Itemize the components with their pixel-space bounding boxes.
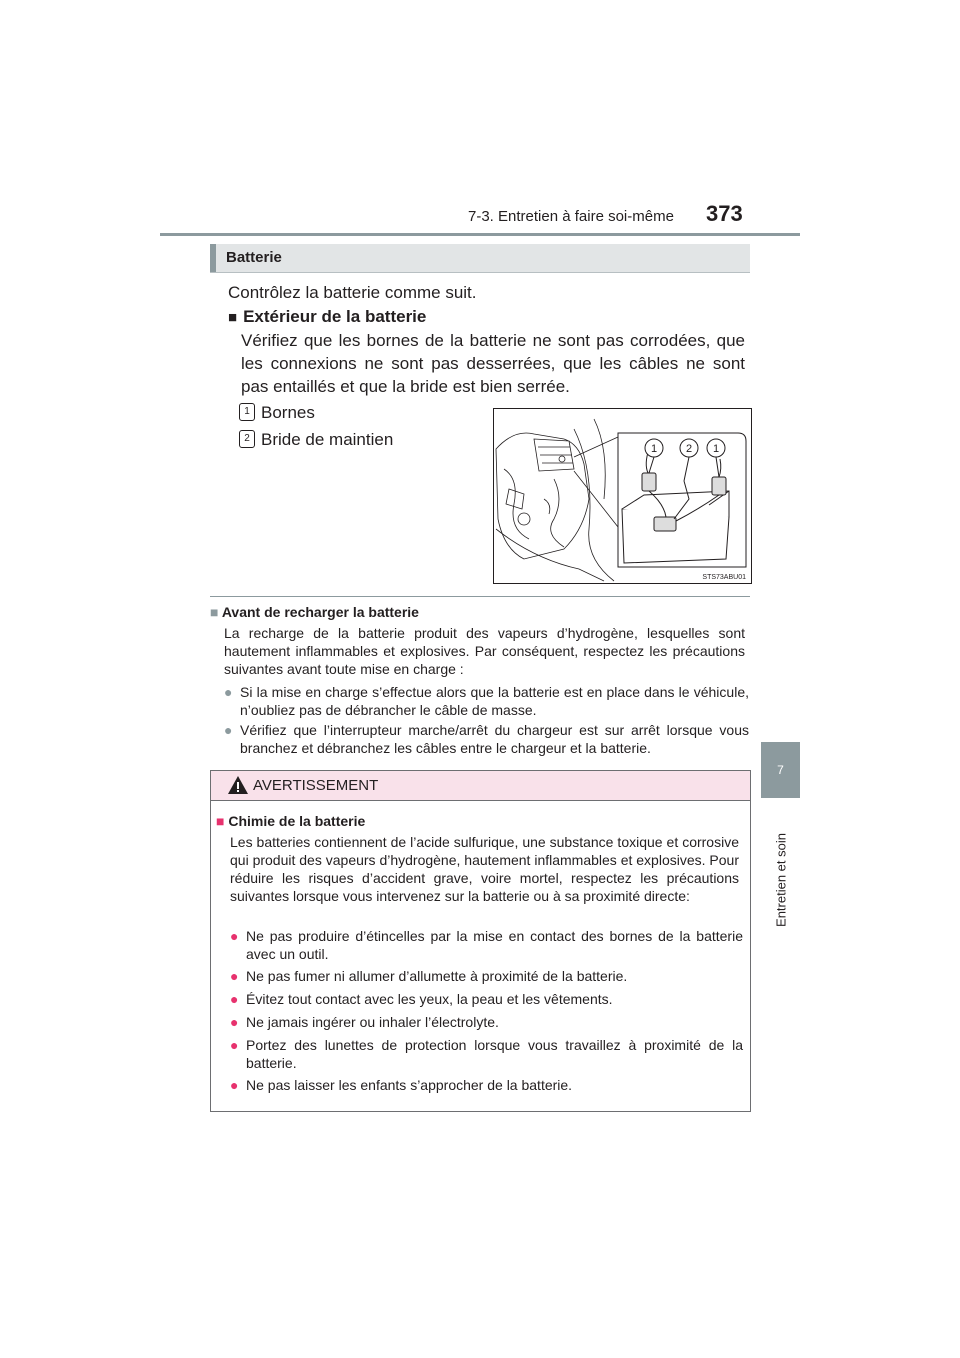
info-text: La recharge de la batterie produit des vapeurs d’hydrogène, lesquelles sont hautement inflammables et explosives. Par conséquent, respectez les précautions suivantes avant toute mise en charge : — [224, 625, 745, 677]
info-separator — [210, 596, 750, 597]
warning-bullet-4 — [230, 1013, 238, 1031]
bullet-dot-icon: ● — [230, 1014, 239, 1030]
bullet-dot-icon: ● — [224, 722, 233, 738]
chapter-tab: 7 — [761, 742, 800, 798]
warning-item-5: Portez des lunettes de protection lorsque vous travaillez à proximité de la batterie. — [246, 1037, 743, 1071]
section-title: Batterie — [226, 249, 282, 266]
legend-label-1: Bornes — [261, 403, 315, 422]
square-bullet-icon: ■ — [228, 309, 238, 326]
chapter-label — [761, 798, 800, 958]
page-number: 373 — [706, 201, 743, 226]
bullet-dot-icon: ● — [230, 1037, 239, 1053]
warning-bullet-3 — [230, 990, 238, 1008]
warning-item-6: Ne pas laisser les enfants s’approcher de la batterie. — [246, 1077, 573, 1093]
figure-code: STS73ABU01 — [702, 574, 746, 581]
square-bullet-icon: ■ — [210, 604, 219, 620]
chapter-label-text: Entretien et soin — [773, 833, 788, 927]
title-rule — [210, 272, 750, 273]
warning-triangle-icon — [227, 775, 249, 795]
info-bullet-2-icon — [224, 721, 232, 739]
info-bullet-1-icon — [224, 683, 232, 701]
info-item-2: Vérifiez que l’interrupteur marche/arrêt du chargeur est sur arrêt lorsque vous branchez et débranchez les câbles entre le chargeur et la batterie. — [240, 722, 749, 756]
legend-label-2: Bride de maintien — [261, 430, 394, 449]
warning-heading: AVERTISSEMENT — [253, 777, 379, 794]
fig-callout-1a: 1 — [650, 443, 658, 455]
warning-item-4: Ne jamais ingérer ou inhaler l’électrolyte. — [246, 1014, 499, 1030]
subsection-text: Vérifiez que les bornes de la batterie ne sont pas corrodées, que les connexions ne sont pas desserrées, que les câbles ne sont pas entaillés et que la bride est bien serrée. — [241, 331, 745, 396]
callout-1-icon: 1 — [239, 403, 255, 421]
bullet-dot-icon: ● — [230, 968, 239, 984]
header-rule — [160, 233, 800, 236]
warning-item-3: Évitez tout contact avec les yeux, la peau et les vêtements. — [246, 991, 613, 1007]
fig-callout-2: 2 — [685, 443, 693, 455]
warning-item-1: Ne pas produire d’étincelles par la mise en contact des bornes de la batterie avec un outil. — [246, 928, 743, 962]
warning-header — [211, 771, 750, 801]
warning-item-2: Ne pas fumer ni allumer d’allumette à proximité de la batterie. — [246, 968, 628, 984]
bullet-dot-icon: ● — [224, 684, 233, 700]
info-heading — [210, 603, 419, 621]
bullet-dot-icon: ● — [230, 991, 239, 1007]
fig-callout-1b: 1 — [712, 443, 720, 455]
battery-illustration — [493, 408, 752, 584]
warning-bullet-6 — [230, 1076, 238, 1094]
warning-bullet-1 — [230, 927, 238, 945]
bullet-dot-icon: ● — [230, 928, 239, 944]
square-bullet-icon: ■ — [216, 813, 225, 829]
callout-2-icon: 2 — [239, 430, 255, 448]
subsection-heading — [228, 307, 426, 327]
warning-title: Chimie de la batterie — [228, 813, 366, 829]
section-header: 7-3. Entretien à faire soi-même — [468, 208, 674, 225]
warning-subheading — [216, 812, 365, 830]
section-title-bar — [210, 244, 750, 272]
bullet-dot-icon: ● — [230, 1077, 239, 1093]
intro-text: Contrôlez la batterie comme suit. — [228, 283, 477, 302]
warning-bullet-5 — [230, 1036, 238, 1054]
warning-text: Les batteries contiennent de l’acide sulfurique, une substance toxique et corrosive qui produit des vapeurs d’hydrogène, hautement inflammables et explosives. Pour réduire les risques d’accident grave, voire mortel, respectez les précautions suivantes lorsque vous intervenez sur la batterie ou à sa proximité directe: — [230, 834, 739, 904]
battery-drawing — [494, 409, 751, 583]
title-accent — [210, 244, 216, 272]
info-title: Avant de recharger la batterie — [221, 604, 419, 620]
info-item-1: Si la mise en charge s’effectue alors que la batterie est en place dans le véhicule, n’oubliez pas de débrancher le câble de masse. — [240, 684, 749, 718]
warning-bullet-2 — [230, 967, 238, 985]
subsection-title: Extérieur de la batterie — [243, 307, 427, 326]
